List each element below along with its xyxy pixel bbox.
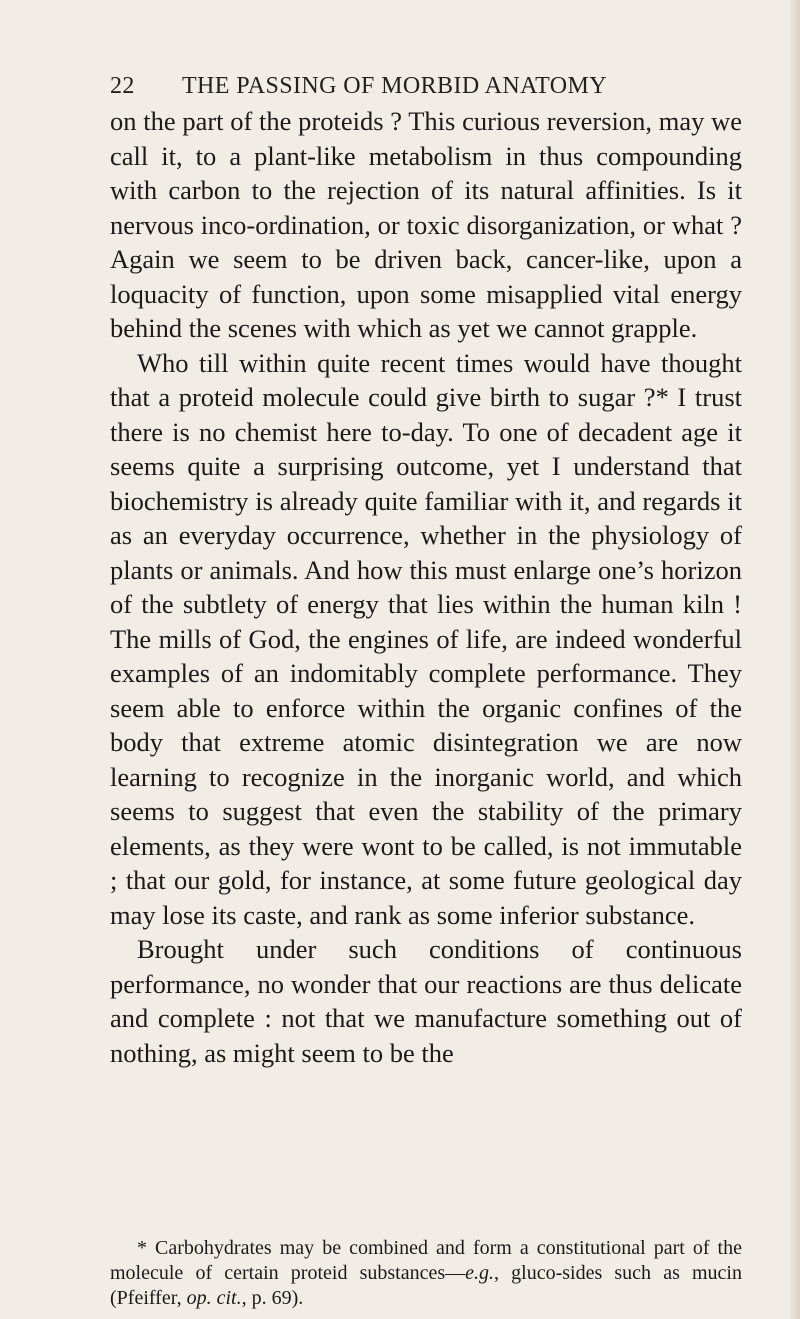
- footnote-text-after: , p. 69).: [241, 1287, 304, 1309]
- footnote-text-middle: , gluco-sides such as mucin (Pfeiffer,: [110, 1262, 742, 1309]
- footnote-marker: *: [137, 1237, 147, 1259]
- running-header: [110, 73, 680, 100]
- running-title: THE PASSING OF MORBID ANATOMY: [182, 73, 608, 99]
- body-text: [110, 104, 742, 1070]
- footnote-op-cit: op. cit.: [186, 1287, 242, 1309]
- paragraph-2: Who till within quite recent times would have thought that a proteid molecule could give birth to sugar ?* I trust there is no chemist here to-day. To one of decadent age it seems quite a surprising outcome, yet I understand that biochemistry is already quite familiar with it, and regards it as an everyday occurrence, whether in the physiology of plants or animals. And how this must enlarge one’s horizon of the subtlety of energy that lies within the human kiln ! The mills of God, the engines of life, are indeed wonderful examples of an indomitably complete performance. They seem able to enforce within the organic confines of the body that extreme atomic disintegration we are now learning to recognize in the inorganic world, and which seems to suggest that even the stability of the primary elements, as they were wont to be called, is not immutable ; that our gold, for instance, at some future geological day may lose its caste, and rank as some inferior substance.: [110, 347, 742, 930]
- page-edge-shadow: [790, 0, 800, 1319]
- paragraph-1: on the part of the proteids ? This curious reversion, may we call it, to a plant-like metabolism in thus compounding with carbon to the rejection of its natural affinities. Is it nervous inco-ordination, or toxic disorganization, or what ? Again we seem to be driven back, cancer-like, upon a loquacity of function, upon some misapplied vital energy behind the scenes with which as yet we cannot grapple.: [110, 106, 742, 343]
- footnote: [110, 1236, 742, 1311]
- page-number: 22: [110, 73, 135, 99]
- footnote-text-before: Carbohydrates may be combined and form a constitutional part of the molecule of certain proteid substances—: [110, 1237, 742, 1284]
- footnote-eg: e.g.: [465, 1262, 495, 1284]
- paragraph-3: Brought under such conditions of continuous performance, no wonder that our reactions are thus delicate and complete : not that we manufacture something out of nothing, as might seem to be the: [110, 934, 742, 1068]
